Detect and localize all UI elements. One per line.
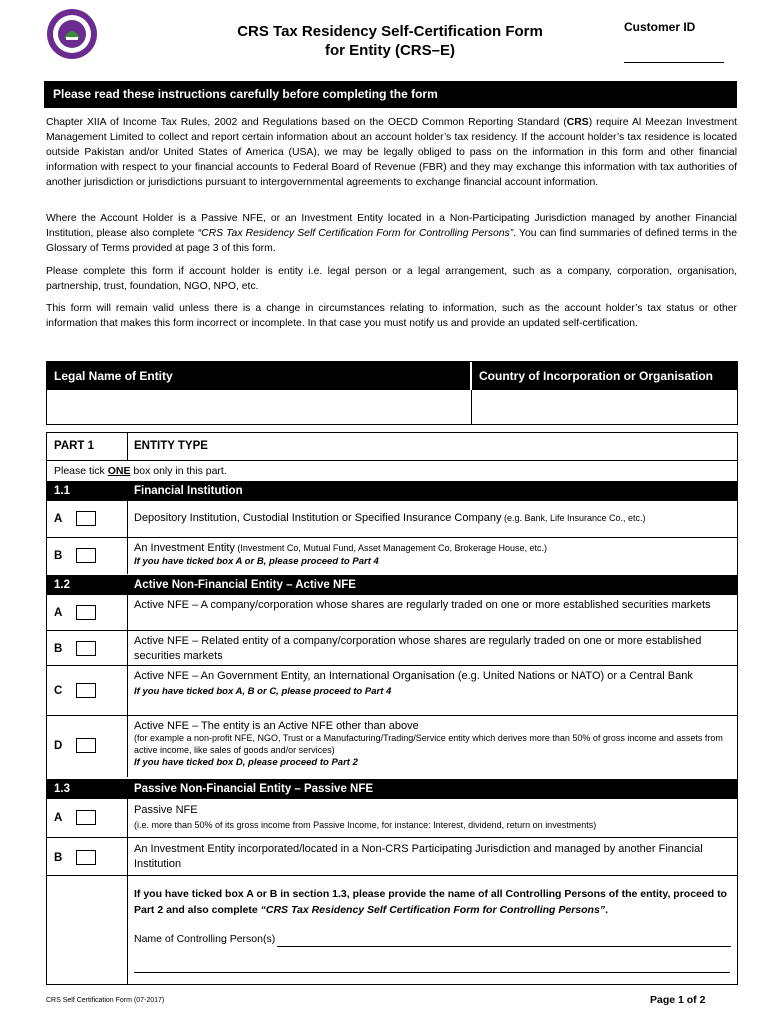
option-1-1-b: B An Investment Entity (Investment Co, Mutual Fund, Asset Management Co, Brokerage House, etc.) If you have ticked box A or B, please proceed to Part 4	[47, 537, 737, 574]
part1-table	[46, 432, 738, 985]
country-header: Country of Incorporation or Organisation	[472, 362, 737, 390]
country-input[interactable]	[471, 390, 738, 424]
option-1-2-d: D Active NFE – The entity is an Active NFE other than above (for example a non-profit NFE, NGO, Trust or a Manufacturing/Trading/Service entity which derives more than 50% of gross income and assets from active income, like sales of goods and/or services) If you have ticked box D, please proceed to Part 2	[47, 715, 737, 777]
controlling-persons-instruction: If you have ticked box A or B in section 1.3, please provide the name of all Controlling Persons of the entity, proceed to Part 2 and also complete “CRS Tax Residency Self Certification Form for Controlling Persons”.	[134, 888, 727, 916]
customer-id-label: Customer ID	[624, 20, 696, 34]
checkbox-1-2-c[interactable]	[76, 683, 96, 698]
entity-details-table	[46, 361, 738, 425]
checkbox-1-2-d[interactable]	[76, 738, 96, 753]
option-1-2-a: A Active NFE – A company/corporation whose shares are regularly traded on one or more established securities markets	[47, 595, 737, 630]
checkbox-1-3-b[interactable]	[76, 850, 96, 865]
part1-label: PART 1	[54, 440, 95, 452]
part1-note: Please tick ONE box only in this part.	[47, 460, 737, 481]
checkbox-1-1-a[interactable]	[76, 511, 96, 526]
option-1-1-a: A Depository Institution, Custodial Institution or Specified Insurance Company (e.g. Bank, Life Insurance Co., etc.)	[47, 501, 737, 537]
section-1-3-header: 1.3 Passive Non-Financial Entity – Passive NFE	[47, 779, 737, 799]
option-1-2-c: C Active NFE – An Government Entity, an International Organisation (e.g. United Nations or NATO) or a Central Bank If you have ticked box A, B or C, please proceed to Part 4	[47, 665, 737, 715]
section-1-1-header: 1.1 Financial Institution	[47, 481, 737, 501]
section-1-2-header: 1.2 Active Non-Financial Entity – Active NFE	[47, 575, 737, 595]
option-1-3-a: A Passive NFE (i.e. more than 50% of its gross income from Passive Income, for instance: Interest, dividend, return on investments)	[47, 799, 737, 837]
checkbox-1-2-b[interactable]	[76, 641, 96, 656]
controlling-persons-section	[47, 875, 737, 984]
controlling-person-field[interactable]	[134, 932, 731, 947]
checkbox-1-3-a[interactable]	[76, 810, 96, 825]
part1-header	[47, 433, 737, 460]
instructions-paragraph-4: This form will remain valid unless there is a change in circumstances relating to information, such as the account holder’s tax status or other information that makes this form incorrect or incomplete. In that case you must notify us and provide an updated self-certification.	[46, 303, 737, 329]
form-title	[180, 22, 600, 60]
customer-id-field[interactable]	[624, 62, 724, 63]
title-line-1: CRS Tax Residency Self-Certification Form	[237, 23, 543, 40]
option-1-3-b: B An Investment Entity incorporated/located in a Non-CRS Participating Jurisdiction and managed by another Financial Institution	[47, 837, 737, 875]
controlling-person-label: Name of Controlling Person(s)	[134, 933, 276, 945]
instructions-paragraph-3: Please complete this form if account holder is entity i.e. legal person or a legal arrangement, such as a company, corporation, organisation, partnership, trust, foundation, NGO, NPO, etc.	[46, 266, 737, 292]
instructions-bar: Please read these instructions carefully before completing the form	[44, 81, 737, 108]
checkbox-1-2-a[interactable]	[76, 605, 96, 620]
option-1-2-b: B Active NFE – Related entity of a company/corporation whose shares are regularly traded on one or more established securities markets	[47, 630, 737, 665]
title-line-2: for Entity (CRS–E)	[324, 42, 455, 59]
instructions-paragraph-1: Chapter XIIA of Income Tax Rules, 2002 and Regulations based on the OECD Common Reporting Standard (CRS) require Al Meezan Investment Management Limited to collect and report certain information about an account holder’s tax residency. If the account holder’s tax residence is located outside Pakistan and/or United States of America (USA), we may be legally obliged to pass on the information in this form and other financial information with respect to your financial accounts to Federal Board of Revenue (FBR) and they may exchange this information with tax authorities of another jurisdiction or jurisdictions pursuant to intergovernmental agreements to exchange financial account information.	[46, 117, 737, 188]
checkbox-1-1-b[interactable]	[76, 548, 96, 563]
legal-name-input[interactable]	[47, 390, 470, 424]
footer-form-id: CRS Self Certification Form (07-2017)	[46, 997, 165, 1004]
al-meezan-logo	[46, 8, 98, 60]
instructions-paragraph-2: Where the Account Holder is a Passive NFE, or an Investment Entity located in a Non-Participating Jurisdiction managed by another Financial Institution, please also complete “CRS Tax Residency Self Certification Form for Controlling Persons”. You can find summaries of defined terms in the Glossary of Terms provided at page 3 of this form.	[46, 213, 737, 254]
page-number: Page 1 of 2	[650, 994, 706, 1006]
part1-title: ENTITY TYPE	[134, 440, 208, 452]
controlling-person-line-2[interactable]	[134, 972, 730, 973]
legal-name-header: Legal Name of Entity	[47, 362, 470, 390]
